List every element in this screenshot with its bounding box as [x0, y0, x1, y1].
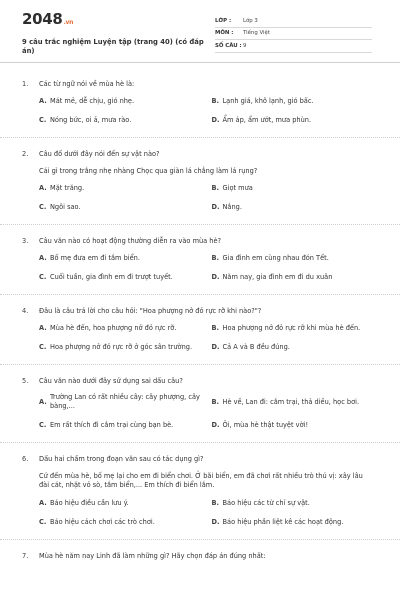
question-divider [0, 539, 400, 540]
meta-table [215, 15, 372, 62]
question-number: 4. [22, 306, 29, 315]
answer-option[interactable] [39, 393, 206, 411]
question-text: Các từ ngữ nói về mùa hè là: [39, 80, 135, 88]
option-letter: D. [211, 115, 220, 124]
question-text: Câu văn nào dưới đây sử dụng sai dấu câu? [39, 376, 183, 385]
option-text: Bố mẹ đưa em đi tắm biển. [50, 254, 140, 263]
question-1 [22, 80, 378, 138]
question-number: 7. [22, 551, 29, 560]
option-text: Gia đình em cùng nhau đón Tết. [222, 254, 329, 263]
answer-option[interactable] [212, 324, 379, 333]
option-text: Báo hiệu điều cần lưu ý. [50, 498, 129, 507]
meta-row-subject: MÔN : Tiếng Việt [215, 28, 372, 41]
option-letter: A. [39, 397, 47, 406]
answer-option[interactable] [212, 273, 379, 282]
header-divider [0, 62, 400, 63]
option-text: Hoa phượng nở đỏ rực rỡ ở góc sân trường. [50, 342, 193, 351]
option-text: Mát mẻ, dễ chịu, gió nhẹ. [50, 96, 135, 105]
question-5 [22, 377, 378, 444]
question-divider [0, 294, 400, 295]
option-letter: C. [39, 421, 47, 430]
question-number: 5. [22, 376, 29, 385]
option-text: Ôi, mùa hè thật tuyệt vời! [222, 421, 309, 430]
option-letter: A. [39, 96, 47, 105]
question-stem [22, 552, 378, 561]
answer-option[interactable] [212, 518, 379, 527]
option-text: Hoa phượng nở đỏ rực rỡ khi mùa hè đến. [222, 323, 361, 332]
question-number: 2. [22, 149, 29, 158]
question-number: 1. [22, 80, 29, 88]
answer-option[interactable] [39, 518, 206, 527]
question-6 [22, 455, 378, 539]
answer-option[interactable] [39, 184, 206, 193]
question-number: 6. [22, 455, 29, 464]
question-passage: Cứ đến mùa hè, bố mẹ lại cho em đi biển chơi. Ở bãi biển, em đã chơi rất nhiều trò thú vị: xây lâu đài cát, nhặt vỏ sò, tắm biển,... Em thích đi biển lắm. [39, 472, 363, 489]
option-text: Giọt mưa [222, 184, 253, 193]
option-letter: C. [39, 115, 47, 124]
option-letter: D. [211, 203, 220, 212]
option-letter: D. [211, 342, 220, 351]
option-text: Nắng. [222, 203, 242, 212]
option-letter: B. [211, 397, 220, 406]
option-text: Ngôi sao. [50, 203, 81, 212]
option-text: Báo hiệu các từ chỉ sự vật. [222, 498, 310, 507]
option-text: Em rất thích đi cắm trại cùng bạn bè. [50, 421, 174, 430]
question-stem [22, 377, 378, 386]
answer-options [39, 254, 378, 282]
option-letter: C. [39, 342, 47, 351]
question-7 [22, 552, 378, 561]
option-letter: A. [39, 323, 47, 332]
question-divider [0, 364, 400, 365]
question-text: Mùa hè năm nay Linh đã làm những gì? Hãy chọn đáp án đúng nhất: [39, 551, 266, 560]
brand [22, 11, 215, 62]
question-stem [22, 307, 378, 316]
option-letter: A. [39, 184, 47, 193]
answer-option[interactable] [212, 116, 379, 125]
answer-option[interactable] [39, 116, 206, 125]
question-3 [22, 237, 378, 295]
answer-option[interactable] [39, 273, 206, 282]
question-passage: Cái gì trong trắng nhẹ nhàng Chọc qua giàn lá chẳng làm lá rụng? [39, 166, 258, 175]
answer-option[interactable] [212, 184, 379, 193]
option-letter: D. [211, 273, 220, 282]
option-text: Mùa hè đến, hoa phượng nở đỏ rực rỡ. [50, 323, 177, 332]
option-letter: B. [211, 254, 220, 263]
question-text: Câu văn nào có hoạt động thường diễn ra vào mùa hè? [39, 237, 222, 246]
question-stem [22, 80, 378, 89]
page-title: 9 câu trắc nghiệm Luyện tập (trang 40) (có đáp án) [22, 38, 204, 56]
option-text: Cuối tuần, gia đình em đi trượt tuyết. [50, 273, 173, 282]
option-letter: C. [39, 203, 47, 212]
option-text: Trường Lan có rất nhiều cây: cây phượng, cây bàng,... [50, 393, 200, 411]
option-text: Lạnh giá, khô lạnh, gió bấc. [222, 96, 314, 105]
option-letter: B. [211, 96, 220, 105]
question-list [22, 80, 378, 572]
option-letter: A. [39, 254, 47, 263]
answer-option[interactable] [212, 343, 379, 352]
answer-option[interactable] [39, 203, 206, 212]
site-logo[interactable]: 2048.vn [22, 10, 74, 28]
question-stem [22, 237, 378, 246]
question-2 [22, 150, 378, 226]
answer-options [39, 324, 378, 352]
option-letter: B. [211, 323, 220, 332]
answer-option[interactable] [39, 324, 206, 333]
answer-options [39, 97, 378, 125]
option-letter: C. [39, 517, 47, 526]
option-letter: B. [211, 498, 220, 507]
option-text: Ẩm áp, ẩm ướt, mưa phùn. [222, 115, 312, 124]
option-text: Báo hiệu cách chơi các trò chơi. [50, 517, 155, 526]
question-text: Dấu hai chấm trong đoạn văn sau có tác dụng gì? [39, 455, 204, 464]
meta-row-grade: LỚP : Lớp 3 [215, 15, 372, 28]
answer-option[interactable] [212, 254, 379, 263]
option-text: Cả A và B đều đúng. [222, 342, 290, 351]
option-letter: D. [211, 421, 220, 430]
answer-options [39, 499, 378, 527]
option-letter: D. [211, 517, 220, 526]
answer-options [39, 393, 378, 430]
question-divider [0, 224, 400, 225]
answer-option[interactable] [212, 421, 379, 430]
question-stem [22, 455, 378, 464]
question-text: Câu đố dưới đây nói đến sự vật nào? [39, 149, 160, 158]
question-4 [22, 307, 378, 365]
document-header [22, 0, 378, 62]
meta-row-count: SỐ CÂU : 9 [215, 40, 372, 53]
answer-option[interactable] [212, 393, 379, 411]
option-text: Nóng bức, oi ả, mưa rào. [50, 115, 132, 124]
answer-options [39, 184, 378, 212]
answer-option[interactable] [39, 97, 206, 106]
option-text: Năm nay, gia đình em đi du xuân [222, 273, 333, 282]
question-stem [22, 150, 378, 159]
answer-option[interactable] [39, 343, 206, 352]
question-number: 3. [22, 237, 29, 246]
option-text: Hè về, Lan đi: cắm trại, thả diều, học bơi. [222, 397, 360, 406]
answer-option[interactable] [39, 499, 206, 508]
option-text: Báo hiệu phần liệt kê các hoạt động. [222, 517, 344, 526]
question-text: Đâu là câu trả lời cho câu hỏi: "Hoa phượng nở đỏ rực rỡ khi nào?"? [39, 306, 262, 315]
option-letter: B. [211, 184, 220, 193]
answer-option[interactable] [212, 203, 379, 212]
answer-option[interactable] [39, 254, 206, 263]
option-letter: C. [39, 273, 47, 282]
question-divider [0, 137, 400, 138]
answer-option[interactable] [212, 97, 379, 106]
option-text: Mặt trăng. [50, 184, 85, 193]
option-letter: A. [39, 498, 47, 507]
question-divider [0, 442, 400, 443]
answer-option[interactable] [39, 421, 206, 430]
answer-option[interactable] [212, 499, 379, 508]
